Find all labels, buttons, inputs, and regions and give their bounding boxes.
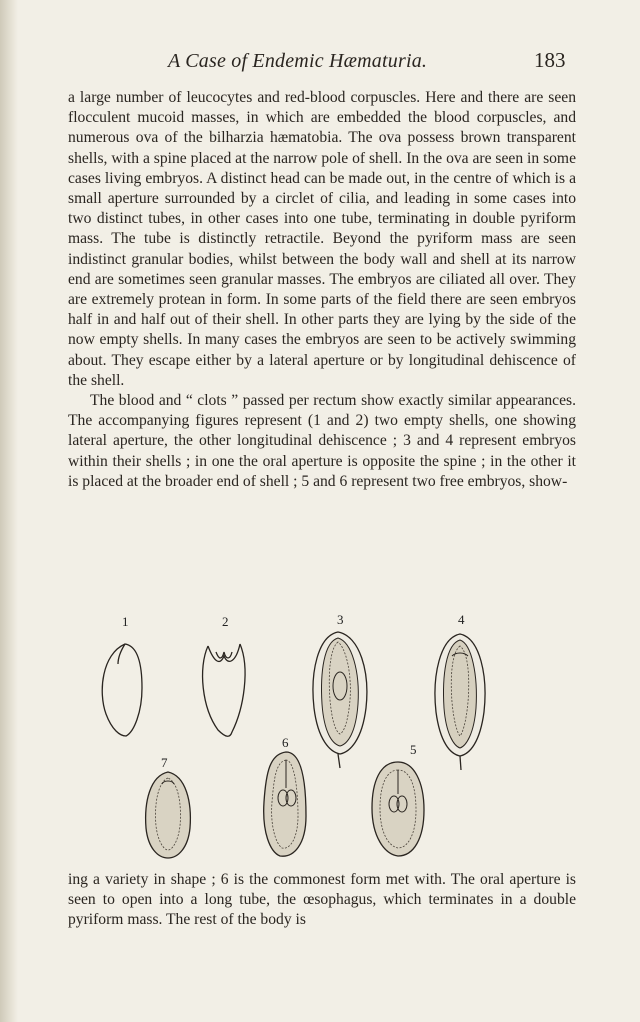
fig-2-dehiscent-shell: [203, 644, 246, 736]
fig-3-embryo-in-shell: [313, 632, 367, 768]
fig-label-5: 5: [410, 742, 417, 757]
fig-label-1: 1: [122, 614, 129, 629]
fig-label-6: 6: [282, 735, 289, 750]
continuation-text: [68, 870, 576, 931]
figure-plate: [80, 612, 500, 862]
fig-1-empty-shell: [102, 644, 142, 736]
fig-label-7: 7: [161, 755, 168, 770]
page-header: [0, 46, 640, 76]
body-text: [68, 88, 576, 492]
fig-7-free-embryo: [146, 772, 191, 858]
running-title: A Case of Endemic Hæmaturia.: [168, 50, 428, 72]
fig-label-4: 4: [458, 612, 465, 627]
fig-4-embryo-in-shell: [435, 634, 485, 770]
ova-illustrations: [80, 612, 500, 862]
paragraph-2: The blood and “ clots ” passed per rectum show exactly similar appearances. The accompanying figures represent (1 and 2) two empty shells, one showing lateral aperture, the other longitudinal dehiscence ; 3 and 4 represent embryos within their shells ; in one the oral aperture is opposite the spine ; in the other it is placed at the broader end of shell ; 5 and 6 represent two free embryos, show-: [68, 392, 576, 490]
fig-6-free-embryo: [264, 752, 306, 856]
page-number: 183: [534, 48, 566, 72]
paragraph-1: a large number of leucocytes and red-blood corpuscles. Here and there are seen flocculent mucoid masses, in which are embedded the blood corpuscles, and numerous ova of the bilharzia hæmatobia. The ova possess brown transparent shells, with a spine placed at the narrow pole of shell. In the ova are seen in some cases living embryos. A distinct head can be made out, in the centre of which is a small aperture surrounded by a circlet of cilia, and leading in some cases into two distinct tubes, in other cases into one tube, terminating in double pyriform mass. The tube is distinctly retractile. Beyond the pyriform mass are seen indistinct granular bodies, whilst between the body wall and shell at its narrow end are sometimes seen granular masses. The embryos are ciliated all over. They are extremely protean in form. In some parts of the field there are seen embryos half in and half out of their shell. In other parts they are lying by the side of the now empty shells. In many cases the embryos are seen to be actively swimming about. They escape either by a lateral aperture or by longitudinal dehiscence of the shell.: [68, 89, 576, 389]
fig-5-free-embryo: [372, 762, 424, 856]
paragraph-continuation: ing a variety in shape ; 6 is the commonest form met with. The oral aperture is seen to open into a long tube, the œsophagus, which terminates in a double pyriform mass. The rest of the body is: [68, 871, 576, 929]
fig-label-3: 3: [337, 612, 344, 627]
page-binding-shadow: [0, 0, 18, 1022]
fig-label-2: 2: [222, 614, 229, 629]
